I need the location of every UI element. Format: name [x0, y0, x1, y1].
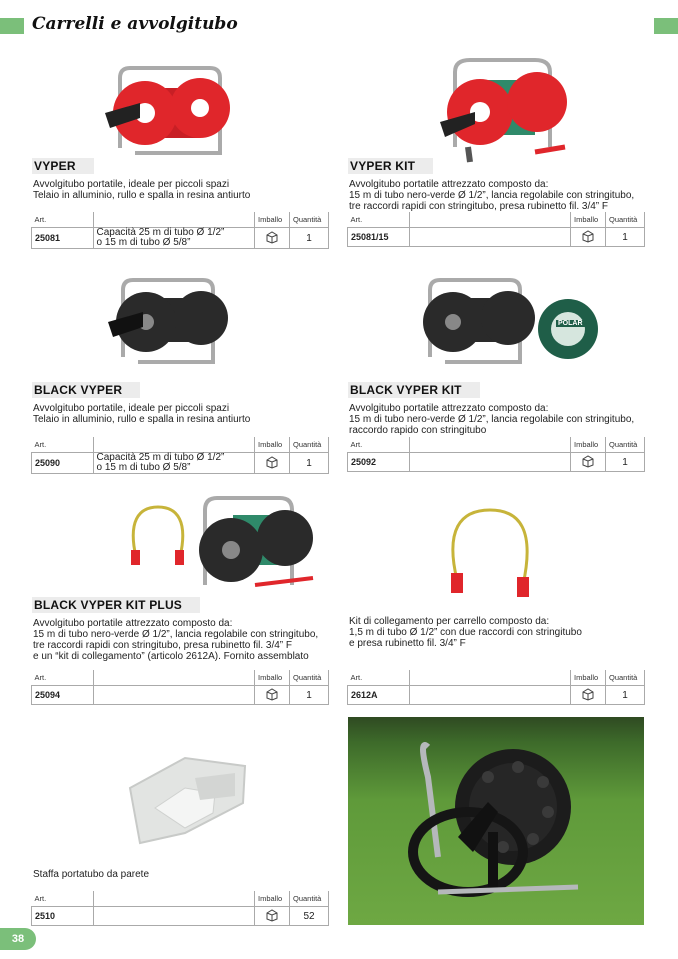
staffa-capacity: [93, 907, 255, 926]
quantita-header: Quantità: [606, 437, 645, 453]
box-open-icon: [255, 907, 290, 926]
imballo-header: Imballo: [255, 891, 290, 907]
polar-label: POLAR: [558, 320, 583, 327]
black-vyper-kit-title: BLACK VYPER KIT: [348, 382, 480, 398]
lawn-reel-photo: [348, 717, 644, 925]
quantita-header: Quantità: [290, 212, 329, 228]
staffa-description: Staffa portatubo da parete: [33, 869, 150, 880]
header-accent-left: [0, 18, 24, 34]
art-header: Art.: [32, 670, 94, 686]
black-vyper-kit-plus-spec-table: [31, 670, 329, 705]
quantita-header: Quantità: [606, 670, 645, 686]
art-header: Art.: [348, 670, 410, 686]
kit-collegamento-description: Kit di collegamento per carrello composto da: 1,5 m di tubo Ø 1/2” con due raccordi con stringitubo e presa rubinetto fil. 3/4” F: [349, 616, 582, 649]
box-icon: [571, 686, 606, 705]
black-vyper-quantity: 1: [290, 453, 329, 474]
vyper-kit-description: Avvolgitubo portatile attrezzato composto da: 15 m di tubo nero-verde Ø 1/2”, lancia regolabile con stringitubo, tre raccordi rapidi con stringitubo, presa rubinetto fil. 3/4” F: [349, 179, 635, 212]
black-vyper-capacity: Capacità 25 m di tubo Ø 1/2” o 15 m di tubo Ø 5/8”: [93, 453, 255, 474]
imballo-header: Imballo: [571, 212, 606, 228]
black-vyper-kit-description: Avvolgitubo portatile attrezzato composto da: 15 m di tubo nero-verde Ø 1/2”, lancia regolabile con stringitubo, raccordo rapido con stringitubo: [349, 403, 635, 436]
header-accent-right: [654, 18, 678, 34]
black-vyper-kit-code: 25092: [348, 453, 410, 472]
vyper-reel-image: [100, 58, 240, 168]
imballo-header: Imballo: [571, 670, 606, 686]
art-header: Art.: [348, 212, 410, 228]
vyper-kit-capacity: [409, 228, 571, 247]
black-vyper-kit-quantity: 1: [606, 453, 645, 472]
vyper-capacity: Capacità 25 m di tubo Ø 1/2” o 15 m di tubo Ø 5/8”: [93, 228, 255, 249]
vyper-title: VYPER: [32, 158, 94, 174]
box-icon: [571, 453, 606, 472]
black-vyper-kit-plus-title: BLACK VYPER KIT PLUS: [32, 597, 200, 613]
black-vyper-kit-plus-reel-image: [195, 490, 315, 600]
vyper-spec-table: [31, 212, 329, 249]
section-title: Carrelli e avvolgitubo: [32, 14, 238, 34]
kit-collegamento-code: 2612A: [348, 686, 410, 705]
box-icon: [255, 228, 290, 249]
quantita-header: Quantità: [290, 437, 329, 453]
black-vyper-kit-spec-table: [347, 437, 645, 472]
art-header: Art.: [348, 437, 410, 453]
staffa-code: 2510: [32, 907, 94, 926]
box-icon: [255, 686, 290, 705]
vyper-quantity: 1: [290, 228, 329, 249]
black-vyper-kit-plus-code: 25094: [32, 686, 94, 705]
kit-collegamento-spec-table: [347, 670, 645, 705]
black-vyper-kit-capacity: [409, 453, 571, 472]
kit-collegamento-image: [445, 505, 535, 600]
vyper-kit-spec-table: [347, 212, 645, 247]
black-vyper-kit-plus-quantity: 1: [290, 686, 329, 705]
box-icon: [571, 228, 606, 247]
connection-hose-image: [128, 502, 188, 572]
staffa-wall-bracket-image: [125, 748, 250, 848]
imballo-header: Imballo: [255, 437, 290, 453]
vyper-code: 25081: [32, 228, 94, 249]
black-vyper-spec-table: [31, 437, 329, 474]
imballo-header: Imballo: [255, 212, 290, 228]
kit-collegamento-quantity: 1: [606, 686, 645, 705]
vyper-kit-reel-image: [440, 52, 570, 172]
black-vyper-kit-plus-capacity: [93, 686, 255, 705]
staffa-quantity: 52: [290, 907, 329, 926]
black-vyper-kit-plus-description: Avvolgitubo portatile attrezzato composto da: 15 m di tubo nero-verde Ø 1/2”, lancia regolabile con stringitubo, tre raccordi rapidi con stringitubo, presa rubinetto fil. 3/4” F e un “kit di collegamento” (articolo 2612A). Fornito assemblato: [33, 618, 319, 662]
quantita-header: Quantità: [290, 670, 329, 686]
vyper-kit-title: VYPER KIT: [348, 158, 433, 174]
art-header: Art.: [32, 212, 94, 228]
box-icon: [255, 453, 290, 474]
quantita-header: Quantità: [606, 212, 645, 228]
art-header: Art.: [32, 437, 94, 453]
vyper-description: Avvolgitubo portatile, ideale per piccoli spazi Telaio in alluminio, rullo e spalla in resina antiurto: [33, 179, 251, 201]
art-header: Art.: [32, 891, 94, 907]
vyper-kit-code: 25081/15: [348, 228, 410, 247]
black-vyper-title: BLACK VYPER: [32, 382, 140, 398]
staffa-spec-table: [31, 891, 329, 926]
imballo-header: Imballo: [571, 437, 606, 453]
quantita-header: Quantità: [290, 891, 329, 907]
black-vyper-code: 25090: [32, 453, 94, 474]
kit-collegamento-capacity: [409, 686, 571, 705]
black-vyper-reel-image: [108, 272, 223, 372]
imballo-header: Imballo: [255, 670, 290, 686]
black-vyper-description: Avvolgitubo portatile, ideale per piccoli spazi Telaio in alluminio, rullo e spalla in resina antiurto: [33, 403, 251, 425]
vyper-kit-quantity: 1: [606, 228, 645, 247]
page-number: 38: [0, 928, 36, 950]
